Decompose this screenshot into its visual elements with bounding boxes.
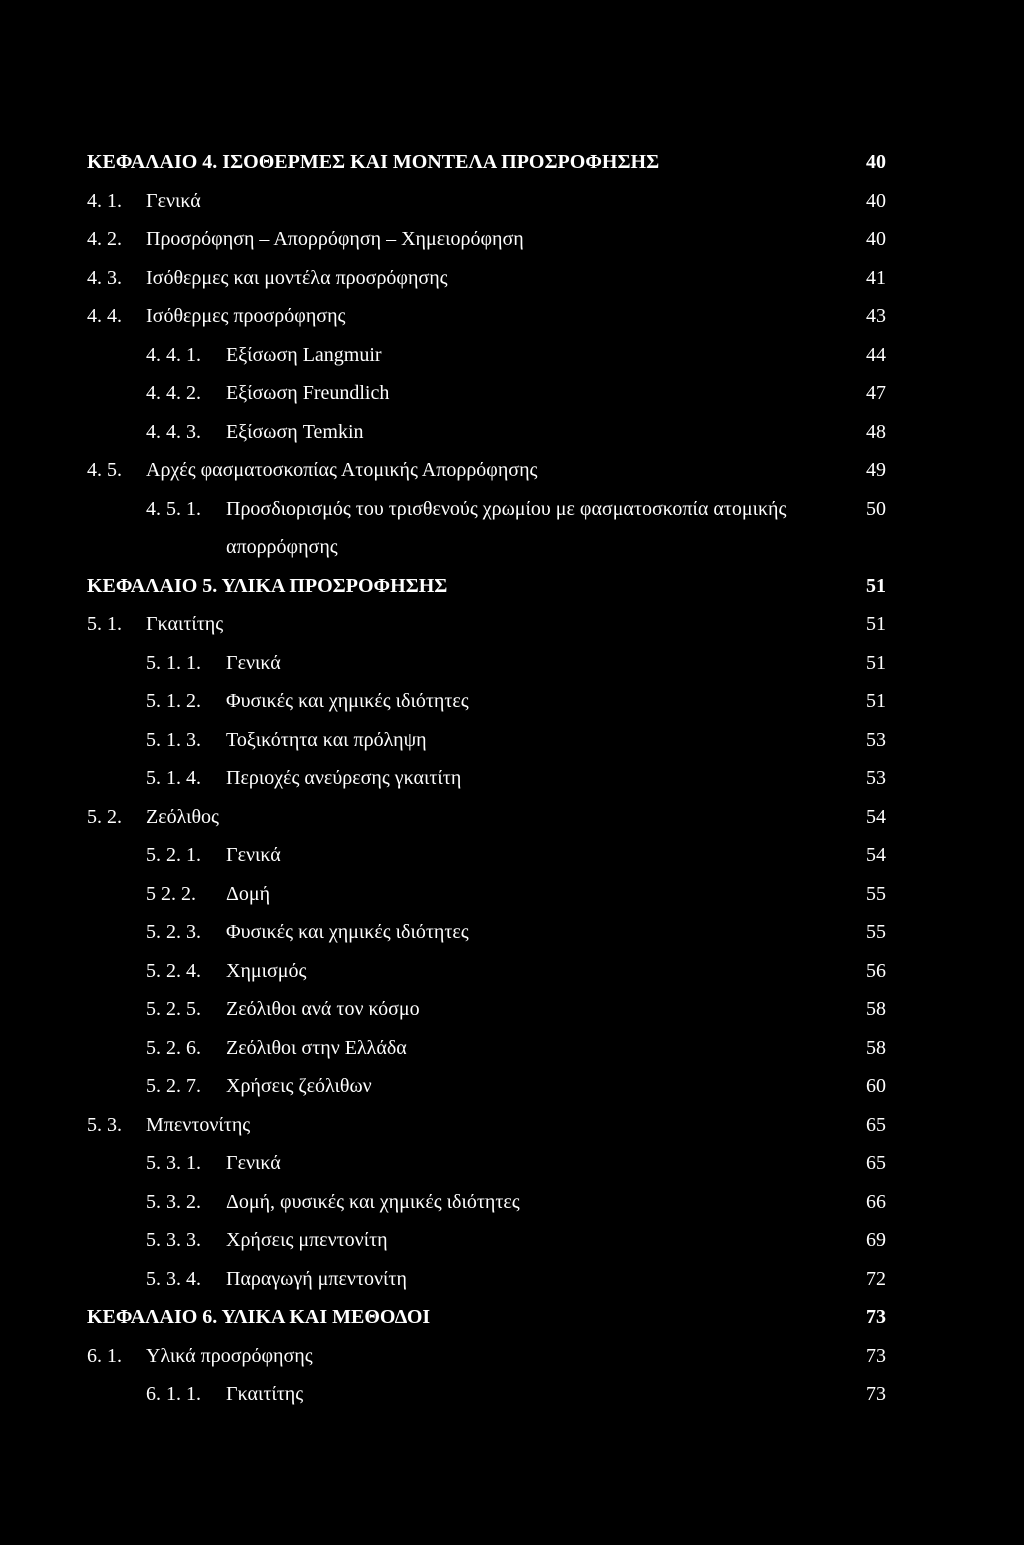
toc-entry-page-number: 65 bbox=[866, 1113, 886, 1136]
toc-entry-number: 4. 1. bbox=[87, 189, 122, 212]
toc-entry-page-number: 40 bbox=[866, 228, 886, 250]
toc-entry-number: 6. 1. 1. bbox=[146, 1383, 201, 1405]
toc-entry-page-number: 53 bbox=[866, 728, 886, 751]
toc-entry-number: 5. 1. 3. bbox=[146, 728, 201, 751]
toc-entry-page-number: 51 bbox=[866, 613, 886, 635]
toc-entry-page-number: 60 bbox=[866, 1075, 886, 1097]
toc-entry[interactable] bbox=[0, 1110, 1024, 1140]
toc-chapter-heading[interactable] bbox=[0, 571, 1024, 601]
toc-entry[interactable] bbox=[0, 378, 1024, 408]
toc-entry-number: 5. 1. 4. bbox=[146, 767, 201, 789]
toc-entry-title: Ισόθερμες προσρόφησης bbox=[146, 305, 346, 327]
toc-entry-title: Εξίσωση Langmuir bbox=[226, 343, 382, 366]
toc-entry-number: 5. 3. 1. bbox=[146, 1152, 201, 1174]
toc-entry-number: 5. 1. 1. bbox=[146, 651, 201, 674]
toc-entry-page-number: 48 bbox=[866, 420, 886, 443]
toc-entry[interactable] bbox=[0, 1071, 1024, 1101]
toc-entry-page-number: 55 bbox=[866, 882, 886, 905]
toc-entry[interactable] bbox=[0, 186, 1024, 216]
toc-entry-title: Δομή, φυσικές και χημικές ιδιότητες bbox=[226, 1190, 520, 1213]
toc-entry-number: 5. 1. bbox=[87, 613, 122, 635]
toc-entry-title: Τοξικότητα και πρόληψη bbox=[226, 728, 427, 751]
toc-entry-title: ΚΕΦΑΛΑΙΟ 4. ΙΣΟΘΕΡΜΕΣ ΚΑΙ ΜΟΝΤΕΛΑ ΠΡΟΣΡΟΦΗΣΗΣ bbox=[87, 151, 660, 173]
toc-entry[interactable] bbox=[0, 802, 1024, 832]
toc-entry-number: 5. 2. 5. bbox=[146, 998, 201, 1020]
toc-entry-page-number: 56 bbox=[866, 959, 886, 982]
toc-entry-page-number: 55 bbox=[866, 921, 886, 943]
toc-entry[interactable] bbox=[0, 494, 1024, 524]
toc-entry[interactable] bbox=[0, 879, 1024, 909]
toc-entry-number: 4. 2. bbox=[87, 228, 122, 250]
toc-entry-number: 5. 2. 1. bbox=[146, 844, 201, 866]
toc-entry-page-number: 49 bbox=[866, 459, 886, 481]
toc-entry[interactable] bbox=[0, 1264, 1024, 1294]
toc-entry-title: Γενικά bbox=[226, 1152, 281, 1174]
toc-entry-title: Χρήσεις ζεόλιθων bbox=[226, 1075, 372, 1097]
toc-entry-page-number: 65 bbox=[866, 1152, 886, 1174]
toc-entry[interactable] bbox=[0, 648, 1024, 678]
toc-entry-title: ΚΕΦΑΛΑΙΟ 5. ΥΛΙΚΑ ΠΡΟΣΡΟΦΗΣΗΣ bbox=[87, 574, 448, 597]
toc-entry-title: Προσδιορισμός του τρισθενούς χρωμίου με φασματοσκοπία ατομικής bbox=[226, 497, 787, 520]
toc-entry-number: 4. 5. 1. bbox=[146, 497, 201, 520]
toc-entry-page-number: 40 bbox=[866, 151, 886, 173]
toc-entry[interactable] bbox=[0, 725, 1024, 755]
toc-entry-title: Μπεντονίτης bbox=[146, 1113, 251, 1136]
toc-entry-title: ΚΕΦΑΛΑΙΟ 6. ΥΛΙΚΑ ΚΑΙ ΜΕΘΟΔΟΙ bbox=[87, 1306, 431, 1328]
toc-entry-title: Χρήσεις μπεντονίτη bbox=[226, 1229, 388, 1251]
toc-chapter-heading[interactable] bbox=[0, 147, 1024, 177]
toc-entry-page-number: 51 bbox=[866, 574, 886, 597]
toc-entry-title: Γκαιτίτης bbox=[146, 613, 224, 635]
toc-entry-title: Γκαιτίτης bbox=[226, 1383, 304, 1405]
toc-entry-number: 4. 4. 3. bbox=[146, 420, 201, 443]
toc-entry[interactable] bbox=[0, 1033, 1024, 1063]
toc-entry[interactable] bbox=[0, 686, 1024, 716]
toc-entry-title: Προσρόφηση – Απορρόφηση – Χημειορόφηση bbox=[146, 228, 524, 250]
toc-entry-number: 5. 2. 6. bbox=[146, 1036, 201, 1059]
toc-entry-number: 4. 4. bbox=[87, 305, 122, 327]
toc-entry[interactable] bbox=[0, 1379, 1024, 1409]
toc-entry[interactable] bbox=[0, 763, 1024, 793]
toc-entry-page-number: 54 bbox=[866, 844, 886, 866]
toc-entry[interactable] bbox=[0, 263, 1024, 293]
toc-entry-page-number: 51 bbox=[866, 690, 886, 712]
toc-entry-title: Ζεόλιθοι ανά τον κόσμο bbox=[226, 998, 420, 1020]
toc-entry-page-number: 51 bbox=[866, 651, 886, 674]
toc-entry-title: Αρχές φασματοσκοπίας Ατομικής Απορρόφησης bbox=[146, 459, 538, 481]
toc-entry-page-number: 58 bbox=[866, 1036, 886, 1059]
toc-entry[interactable] bbox=[0, 1341, 1024, 1371]
toc-entry-title: Χημισμός bbox=[226, 959, 307, 982]
toc-entry-page-number: 73 bbox=[866, 1383, 886, 1405]
toc-entry[interactable] bbox=[0, 340, 1024, 370]
toc-entry-title: απορρόφησης bbox=[226, 536, 338, 558]
toc-entry-page-number: 72 bbox=[866, 1267, 886, 1290]
toc-entry[interactable] bbox=[0, 1225, 1024, 1255]
toc-entry[interactable] bbox=[0, 417, 1024, 447]
toc-entry-title: Ζεόλιθος bbox=[146, 805, 219, 828]
toc-entry-number: 5. 2. 7. bbox=[146, 1075, 201, 1097]
toc-entry-number: 5 2. 2. bbox=[146, 882, 196, 905]
toc-entry-page-number: 69 bbox=[866, 1229, 886, 1251]
toc-entry[interactable] bbox=[0, 840, 1024, 870]
toc-entry-number: 4. 5. bbox=[87, 459, 122, 481]
toc-entry[interactable] bbox=[0, 917, 1024, 947]
toc-entry-number: 5. 1. 2. bbox=[146, 690, 201, 712]
toc-entry-page-number: 50 bbox=[866, 497, 886, 520]
toc-entry-number: 5. 3. 3. bbox=[146, 1229, 201, 1251]
toc-entry[interactable] bbox=[0, 609, 1024, 639]
toc-entry-title: Γενικά bbox=[226, 651, 281, 674]
toc-entry-page-number: 41 bbox=[866, 266, 886, 289]
toc-entry[interactable] bbox=[0, 1187, 1024, 1217]
toc-entry-number: 5. 3. 4. bbox=[146, 1267, 201, 1290]
toc-entry-title: Ζεόλιθοι στην Ελλάδα bbox=[226, 1036, 407, 1059]
toc-entry-number: 5. 3. bbox=[87, 1113, 122, 1136]
toc-entry-number: 5. 2. bbox=[87, 805, 122, 828]
toc-entry-page-number: 44 bbox=[866, 343, 886, 366]
toc-entry-title: Φυσικές και χημικές ιδιότητες bbox=[226, 921, 469, 943]
toc-entry-title: Παραγωγή μπεντονίτη bbox=[226, 1267, 407, 1290]
toc-entry[interactable] bbox=[0, 956, 1024, 986]
toc-entry[interactable] bbox=[0, 455, 1024, 485]
toc-entry-title: Υλικά προσρόφησης bbox=[146, 1344, 313, 1367]
toc-entry-page-number: 73 bbox=[866, 1306, 886, 1328]
toc-entry-number: 5. 2. 3. bbox=[146, 921, 201, 943]
toc-entry-title: Δομή bbox=[226, 882, 271, 905]
toc-entry-page-number: 43 bbox=[866, 305, 886, 327]
toc-entry[interactable] bbox=[0, 994, 1024, 1024]
toc-entry-title: Γενικά bbox=[226, 844, 281, 866]
toc-entry[interactable] bbox=[0, 301, 1024, 331]
toc-entry[interactable] bbox=[0, 1148, 1024, 1178]
toc-entry-page-number: 58 bbox=[866, 998, 886, 1020]
toc-entry-title: Γενικά bbox=[146, 189, 201, 212]
toc-entry-page-number: 40 bbox=[866, 189, 886, 212]
toc-entry-title: Εξίσωση Temkin bbox=[226, 420, 364, 443]
toc-entry[interactable] bbox=[0, 224, 1024, 254]
toc-entry-page-number: 54 bbox=[866, 805, 886, 828]
toc-entry-number: 4. 4. 1. bbox=[146, 343, 201, 366]
toc-entry-number: 4. 4. 2. bbox=[146, 382, 201, 404]
toc-chapter-heading[interactable] bbox=[0, 1302, 1024, 1332]
toc-entry-number: 4. 3. bbox=[87, 266, 122, 289]
toc-entry-title: Εξίσωση Freundlich bbox=[226, 382, 390, 404]
toc-entry[interactable] bbox=[0, 532, 1024, 562]
toc-entry-page-number: 47 bbox=[866, 382, 886, 404]
toc-entry-number: 6. 1. bbox=[87, 1344, 122, 1367]
toc-entry-page-number: 73 bbox=[866, 1344, 886, 1367]
toc-entry-title: Περιοχές ανεύρεσης γκαιτίτη bbox=[226, 767, 462, 789]
toc-entry-title: Φυσικές και χημικές ιδιότητες bbox=[226, 690, 469, 712]
toc-entry-number: 5. 3. 2. bbox=[146, 1190, 201, 1213]
toc-entry-page-number: 53 bbox=[866, 767, 886, 789]
toc-entry-number: 5. 2. 4. bbox=[146, 959, 201, 982]
toc-entry-title: Ισόθερμες και μοντέλα προσρόφησης bbox=[146, 266, 448, 289]
toc-entry-page-number: 66 bbox=[866, 1190, 886, 1213]
